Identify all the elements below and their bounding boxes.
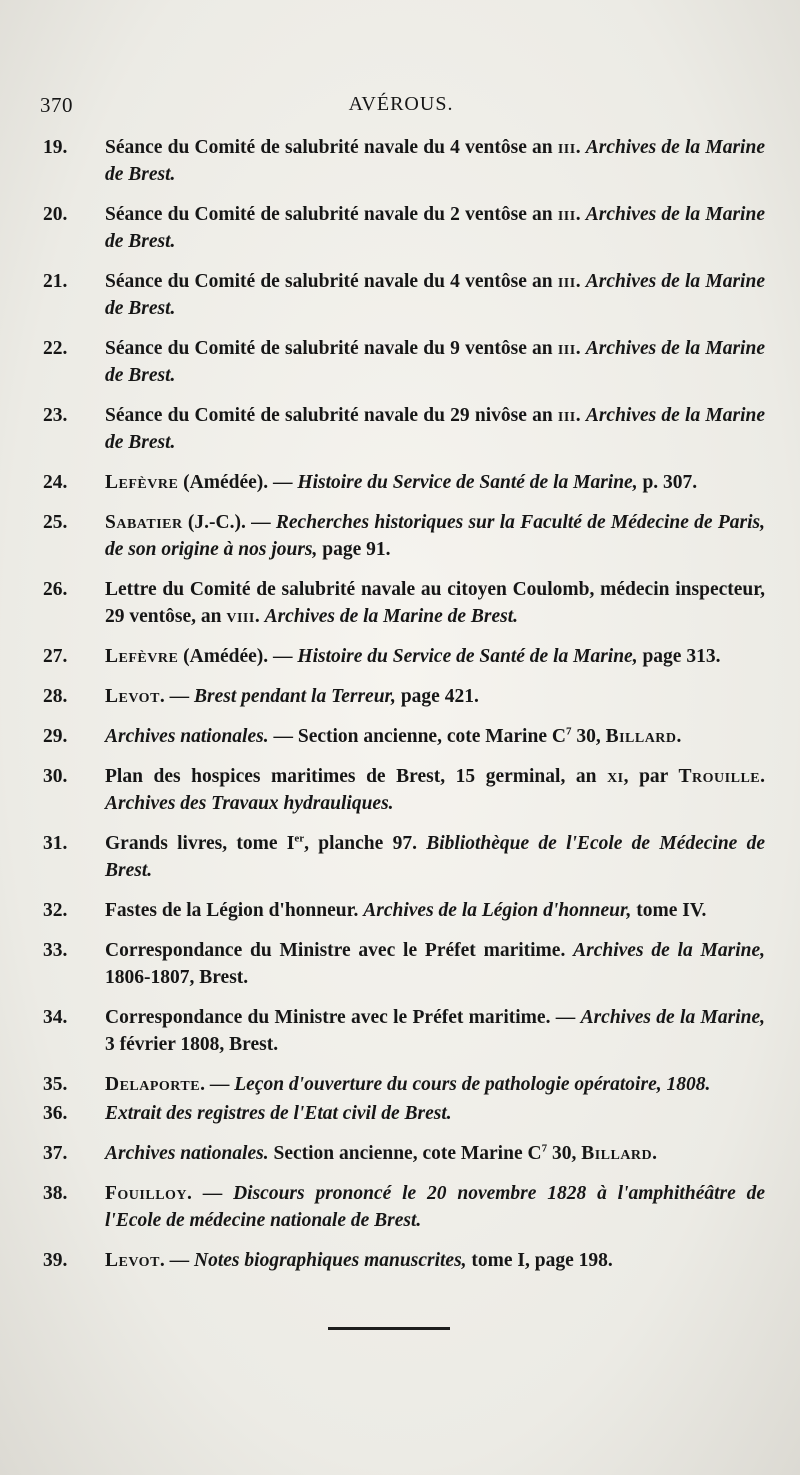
reference-number: 25. <box>43 512 68 533</box>
reference-title: Discours prononcé le 20 novembre 1828 à l'amphithéâtre de l'Ecole de médecine nationale de Brest. <box>105 1183 765 1231</box>
reference-number: 29. <box>43 726 68 747</box>
reference-entry <box>40 1100 765 1127</box>
reference-text: 30, <box>547 1143 582 1164</box>
reference-number: 23. <box>43 405 68 426</box>
reference-number: 35. <box>43 1074 68 1095</box>
reference-author: iii <box>557 271 576 292</box>
reference-text: Séance du Comité de salubrité navale du 4 ventôse an <box>105 137 558 158</box>
reference-number: 34. <box>43 1007 68 1028</box>
reference-number: 28. <box>43 686 68 707</box>
reference-text: (Amédée). — <box>178 646 298 667</box>
reference-author: Delaporte <box>105 1074 201 1095</box>
reference-author: xi <box>607 766 624 787</box>
reference-text: Séance du Comité de salubrité navale du 29 nivôse an <box>105 405 558 426</box>
reference-number: 21. <box>43 271 68 292</box>
reference-author: iii <box>557 405 576 426</box>
reference-text: Lettre du Comité de salubrité navale au citoyen Coulomb, médecin inspecteur, 29 ventôse, an <box>105 579 765 627</box>
reference-title: Archives nationales. <box>105 1143 269 1164</box>
reference-title: Archives de la Marine de Brest. <box>105 204 765 252</box>
reference-text: tome I, page 198. <box>466 1250 613 1271</box>
reference-text: 1806-1807, Brest. <box>105 967 249 988</box>
reference-text: Correspondance du Ministre avec le Préfet maritime. — <box>105 1007 581 1028</box>
reference-text: Correspondance du Ministre avec le Préfet maritime. <box>105 940 574 961</box>
reference-entry <box>40 335 765 389</box>
reference-entry <box>40 1140 765 1167</box>
reference-text: 30, <box>571 726 606 747</box>
reference-title: Archives de la Marine de Brest. <box>105 271 765 319</box>
reference-title: Archives de la Marine de Brest. <box>105 405 765 453</box>
reference-text: , par <box>623 766 679 787</box>
reference-author: iii <box>557 338 576 359</box>
reference-entry <box>40 134 765 188</box>
reference-text: . — <box>159 1250 195 1271</box>
reference-entry <box>40 1180 765 1234</box>
reference-text: . <box>575 137 586 158</box>
reference-number: 22. <box>43 338 68 359</box>
reference-text: Séance du Comité de salubrité navale du 4 ventôse an <box>105 271 558 292</box>
reference-entry <box>40 643 765 670</box>
reference-entry <box>40 763 765 817</box>
reference-entry <box>40 402 765 456</box>
reference-entry <box>40 268 765 322</box>
reference-title: Brest pendant la Terreur, <box>194 686 396 707</box>
reference-number: 26. <box>43 579 68 600</box>
reference-text: Plan des hospices maritimes de Brest, 15 germinal, an <box>105 766 608 787</box>
reference-title: Notes biographiques manuscrites, <box>194 1250 467 1271</box>
reference-author: Lefèvre <box>105 646 179 667</box>
reference-text: . <box>760 766 766 787</box>
reference-text: 7 <box>541 1142 548 1155</box>
reference-title: Archives des Travaux hydrauliques. <box>105 793 394 814</box>
reference-entry <box>40 1071 765 1098</box>
reference-number: 38. <box>43 1183 68 1204</box>
page-header <box>40 93 762 125</box>
reference-author: Billard <box>581 1143 653 1164</box>
reference-text: . — <box>200 1074 235 1095</box>
reference-text: . <box>652 1143 658 1164</box>
reference-text: tome IV. <box>631 900 707 921</box>
reference-text: . <box>254 606 265 627</box>
reference-text: (J.-C.). — <box>182 512 276 533</box>
reference-text: page 91. <box>317 539 391 560</box>
reference-number: 27. <box>43 646 68 667</box>
reference-author: iii <box>557 137 576 158</box>
reference-text: . <box>575 204 586 225</box>
closing-rule <box>328 1327 450 1330</box>
reference-text: . <box>575 271 586 292</box>
reference-text: Séance du Comité de salubrité navale du 2 ventôse an <box>105 204 558 225</box>
reference-author: viii <box>226 606 255 627</box>
reference-author: Levot <box>105 686 160 707</box>
reference-number: 37. <box>43 1143 68 1164</box>
reference-entry <box>40 1004 765 1058</box>
reference-number: 39. <box>43 1250 68 1271</box>
reference-title: Archives de la Marine, <box>580 1007 765 1028</box>
reference-title: Archives nationales. <box>105 726 269 747</box>
reference-number: 31. <box>43 833 68 854</box>
reference-text: 3 février 1808, Brest. <box>105 1034 279 1055</box>
reference-text: . — <box>187 1183 234 1204</box>
running-title: AVÉROUS. <box>348 93 454 115</box>
reference-author: Billard <box>605 726 677 747</box>
reference-text: Séance du Comité de salubrité navale du 9 ventôse an <box>105 338 558 359</box>
reference-entry <box>40 576 765 630</box>
reference-text: p. 307. <box>637 472 698 493</box>
reference-number: 19. <box>43 137 68 158</box>
reference-text: Fastes de la Légion d'honneur. <box>105 900 364 921</box>
reference-author: Lefèvre <box>105 472 179 493</box>
reference-text: . <box>676 726 682 747</box>
reference-number: 30. <box>43 766 68 787</box>
reference-number: 20. <box>43 204 68 225</box>
reference-text: . <box>575 405 586 426</box>
reference-entry <box>40 1247 765 1274</box>
reference-title: Extrait des registres de l'Etat civil de Brest. <box>105 1103 452 1124</box>
reference-entry <box>40 201 765 255</box>
reference-text: . <box>575 338 586 359</box>
reference-author: Sabatier <box>105 512 183 533</box>
reference-number: 24. <box>43 472 68 493</box>
reference-list <box>40 134 765 1287</box>
reference-number: 33. <box>43 940 68 961</box>
reference-text: 7 <box>565 725 572 738</box>
reference-text: — Section ancienne, cote Marine C <box>268 726 566 747</box>
reference-text: (Amédée). — <box>178 472 298 493</box>
reference-title: Histoire du Service de Santé de la Marine, <box>297 646 638 667</box>
reference-title: Archives de la Légion d'honneur, <box>363 900 632 921</box>
reference-title: Bibliothèque de l'Ecole de Médecine de Brest. <box>105 833 766 881</box>
reference-author: Levot <box>105 1250 160 1271</box>
reference-entry <box>40 897 765 924</box>
reference-text: page 421. <box>395 686 479 707</box>
reference-text: er <box>294 832 305 845</box>
reference-entry <box>40 830 765 884</box>
reference-number: 32. <box>43 900 68 921</box>
reference-text: Section ancienne, cote Marine C <box>268 1143 542 1164</box>
reference-entry <box>40 723 765 750</box>
reference-title: Leçon d'ouverture du cours de pathologie opératoire, 1808. <box>234 1074 711 1095</box>
reference-text: Grands livres, tome I <box>105 833 295 854</box>
page-number: 370 <box>40 93 73 117</box>
reference-author: iii <box>557 204 576 225</box>
reference-author: Fouilloy <box>105 1183 188 1204</box>
reference-title: Histoire du Service de Santé de la Marine, <box>297 472 638 493</box>
reference-entry <box>40 509 765 563</box>
reference-text: , planche 97. <box>304 833 427 854</box>
reference-title: Archives de la Marine de Brest. <box>264 606 519 627</box>
reference-text: . — <box>159 686 195 707</box>
reference-entry <box>40 469 765 496</box>
reference-title: Archives de la Marine de Brest. <box>105 137 765 185</box>
reference-entry <box>40 683 765 710</box>
reference-number: 36. <box>43 1103 68 1124</box>
reference-author: Trouille <box>678 766 761 787</box>
reference-title: Recherches historiques sur la Faculté de Médecine de Paris, de son origine à nos jours, <box>105 512 765 560</box>
reference-text: page 313. <box>637 646 721 667</box>
reference-title: Archives de la Marine de Brest. <box>105 338 765 386</box>
reference-entry <box>40 937 765 991</box>
reference-title: Archives de la Marine, <box>573 940 765 961</box>
